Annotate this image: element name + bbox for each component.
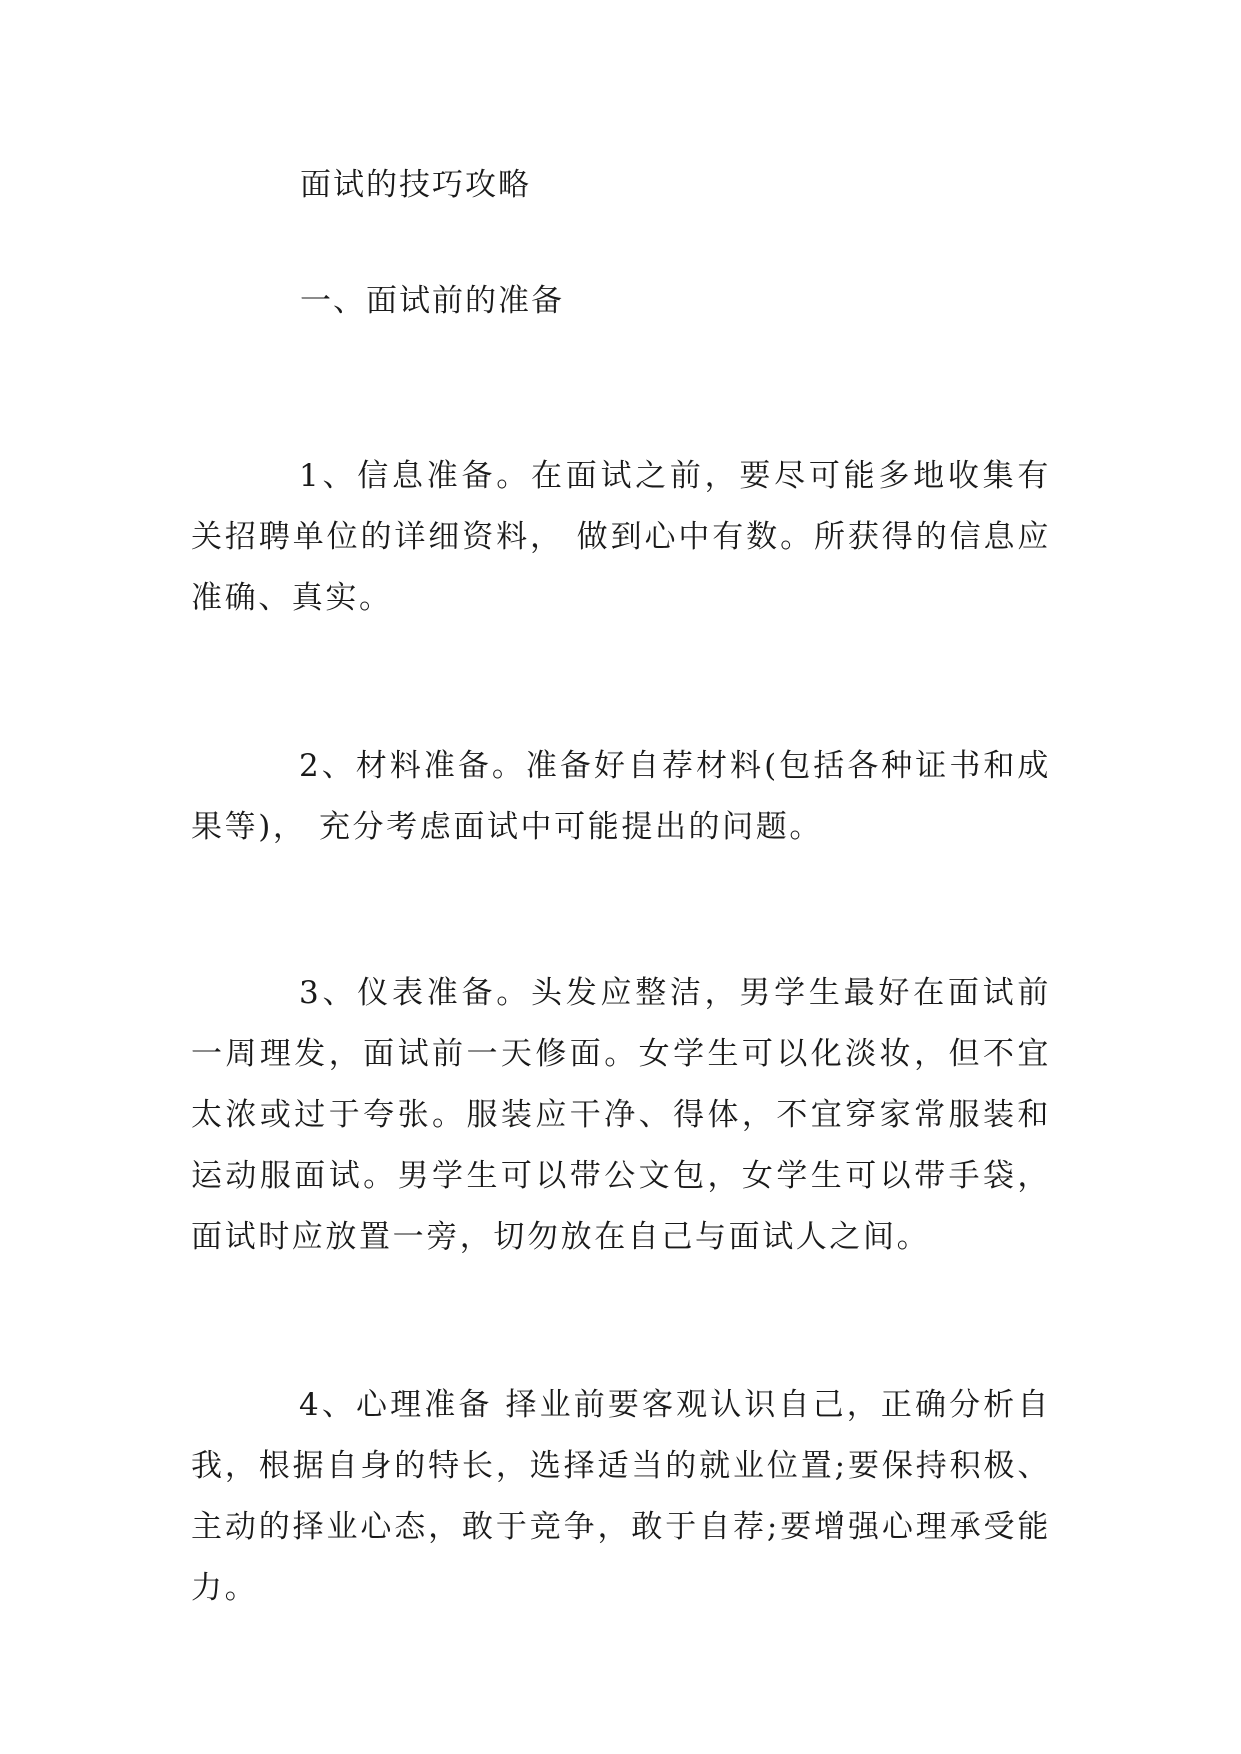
section-heading: 一、面试前的准备 — [300, 283, 564, 319]
paragraph-psychological-preparation: 4、心理准备 择业前要客观认识自己，正确分析自我，根据自身的特长，选择适当的就业位置;要保持积极、主动的择业心态，敢于竞争，敢于自荐;要增强心理承受能力。 — [191, 1387, 1051, 1606]
document-title: 面试的技巧攻略 — [300, 167, 531, 203]
paragraph-material-preparation: 2、材料准备。准备好自荐材料(包括各种证书和成果等)， 充分考虑面试中可能提出的问题。 — [191, 748, 1051, 845]
paragraph-info-preparation: 1、信息准备。在面试之前，要尽可能多地收集有关招聘单位的详细资料， 做到心中有数。所获得的信息应准确、真实。 — [191, 458, 1051, 616]
paragraph-appearance-preparation: 3、仪表准备。头发应整洁，男学生最好在面试前一周理发，面试前一天修面。女学生可以化淡妆，但不宜太浓或过于夸张。服装应干净、得体，不宜穿家常服装和运动服面试。男学生可以带公文包，女学生可以带手袋，面试时应放置一旁，切勿放在自己与面试人之间。 — [191, 975, 1051, 1255]
